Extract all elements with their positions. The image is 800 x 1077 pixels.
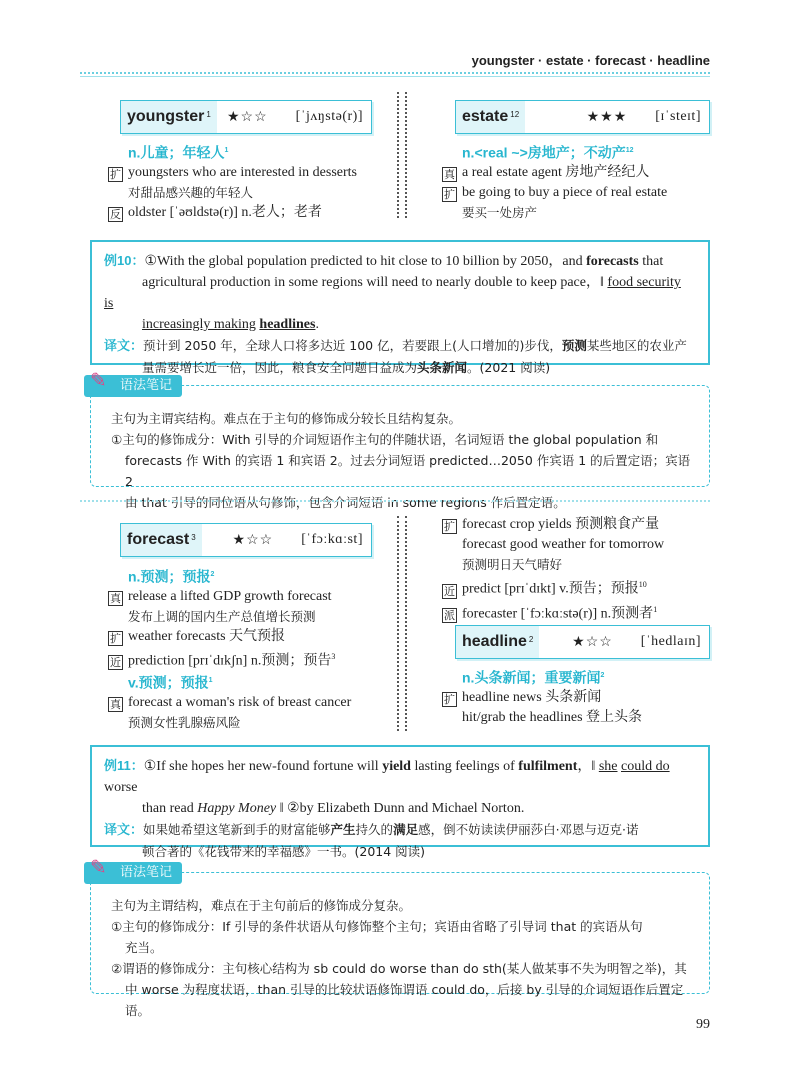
entry-headline-headbox bbox=[455, 625, 710, 659]
example-11-english: 例11：①If she hopes her new-found fortune will yield lasting feelings of fulfilment，‖ she could do worse than read Happy Money ‖ ②by Elizabeth Dunn and Michael Norton. bbox=[104, 758, 670, 816]
page-number: 99 bbox=[696, 1017, 710, 1032]
grammar-line: 充当。 bbox=[125, 940, 163, 955]
grammar-note-tab: ✎ 语法笔记 bbox=[84, 375, 182, 397]
header-divider bbox=[80, 72, 710, 74]
grammar-note-tab: ✎ 语法笔记 bbox=[84, 862, 182, 884]
entry-line: 扩 headline news 头条新闻 bbox=[444, 689, 602, 706]
example-11-translation: 译文：如果她希望这笔新到手的财富能够产生持久的满足感，倒不妨读读伊丽莎白·邓恩与迈克·诺 顿合著的《花钱带来的幸福感》一书。(2014 阅读) bbox=[104, 822, 639, 859]
entry-line: 派 forecaster [ˈfɔːkɑːstə(r)] n.预测者$^1$ bbox=[444, 604, 658, 623]
entry-youngster-headbox bbox=[120, 100, 372, 134]
headword: forecast 3 bbox=[121, 524, 202, 556]
entry-line: 真 a real estate agent 房地产经纪人 bbox=[444, 164, 650, 181]
entry-forecast-body bbox=[108, 565, 398, 733]
entry-line: 扩 forecast crop yields 预测粮食产量 bbox=[444, 517, 660, 533]
pronunciation: [ˈhedlaɪn] bbox=[640, 634, 701, 649]
example-10-english: 例10：①With the global population predicted to hit close to 10 billion by 2050，and forecasts that agricultural production in some regions will need to nearly double to keep pace，‖ food security is increasingly making headlines. bbox=[104, 253, 681, 332]
section-divider bbox=[80, 500, 710, 502]
entry-headline-body bbox=[442, 666, 722, 728]
running-header: youngster · estate · forecast · headline bbox=[471, 53, 710, 68]
grammar-line: ①主句的修饰成分：With 引导的介词短语作主句的伴随状语，名词短语 the global population 和 bbox=[111, 432, 659, 447]
part-of-speech: n.儿童；年轻人$^1$ bbox=[128, 144, 229, 161]
example-10-translation: 译文：预计到 2050 年，全球人口将多达近 100 亿，若要跟上(人口增加的)步伐，预测某些地区的农业产 量需要增长近一倍，因此，粮食安全问题日益成为头条新闻。(2021 阅读) bbox=[104, 338, 687, 375]
pronunciation: [ɪˈsteɪt] bbox=[655, 109, 701, 124]
pen-icon: ✎ bbox=[90, 855, 107, 879]
example-11-box bbox=[90, 745, 710, 859]
grammar-note-2 bbox=[90, 872, 710, 1018]
grammar-line: 中 worse 为程度状语，than 引导的比较状语修饰谓语 could do，后接 by 引导的介词短语作后置定语。 bbox=[125, 982, 684, 1018]
entry-line: 反 oldster [ˈəʊldstə(r)] n.老人；老者 bbox=[110, 204, 322, 221]
part-of-speech: n.头条新闻；重要新闻$^2$ bbox=[462, 669, 605, 686]
pen-icon: ✎ bbox=[90, 368, 107, 392]
star-rating: ★★★ bbox=[586, 109, 628, 125]
entry-line: 真 forecast a woman's risk of breast cancer bbox=[110, 694, 352, 711]
entry-line: 近 prediction [prɪˈdɪkʃn] n.预测；预告$^3$ bbox=[110, 651, 336, 670]
header-divider-thin bbox=[80, 76, 710, 77]
entry-line: hit/grab the headlines 登上头条 bbox=[462, 709, 643, 725]
column-divider bbox=[397, 92, 407, 218]
column-divider bbox=[397, 516, 407, 731]
entry-forecast-continued bbox=[442, 515, 722, 624]
entry-line: 扩 weather forecasts 天气预报 bbox=[110, 628, 286, 645]
entry-line: 扩 youngsters who are interested in desserts bbox=[110, 164, 357, 181]
star-rating: ★☆☆ bbox=[232, 532, 274, 548]
star-rating: ★☆☆ bbox=[572, 634, 613, 650]
part-of-speech: v.预测；预报$^1$ bbox=[128, 674, 213, 691]
grammar-line: ②谓语的修饰成分：主句核心结构为 sb could do worse than do sth(某人做某事不失为明智之举)，其 bbox=[111, 961, 687, 976]
grammar-line: 由 that 引导的同位语从句修饰，包含介词短语 in some regions 作后置定语。 bbox=[125, 495, 566, 510]
entry-line: 要买一处房产 bbox=[462, 204, 538, 220]
entry-youngster-body bbox=[108, 141, 398, 223]
entry-line: 预测女性乳腺癌风险 bbox=[128, 714, 241, 730]
pronunciation: [ˈjʌŋstə(r)] bbox=[295, 109, 363, 124]
entry-line: 预测明日天气晴好 bbox=[462, 557, 563, 572]
entry-line: 对甜品感兴趣的年轻人 bbox=[128, 184, 254, 200]
entry-line: 发布上调的国内生产总值增长预测 bbox=[128, 608, 316, 624]
entry-line: forecast good weather for tomorrow bbox=[462, 537, 665, 552]
headword: youngster 1 bbox=[121, 101, 217, 133]
part-of-speech: n.预测；预报$^2$ bbox=[128, 568, 215, 585]
headword: headline 2 bbox=[456, 626, 539, 658]
entry-line: 扩 be going to buy a piece of real estate bbox=[444, 184, 668, 201]
grammar-line: 主句为主谓结构，难点在于主句前后的修饰成分复杂。 bbox=[111, 898, 412, 913]
part-of-speech: n.<real ~>房地产；不动产$^{12}$ bbox=[462, 144, 634, 161]
entry-line: 近 predict [prɪˈdɪkt] v.预告；预报$^{10}$ bbox=[444, 580, 647, 598]
star-rating: ★☆☆ bbox=[227, 109, 268, 125]
grammar-line: 主句为主谓宾结构。难点在于主句的修饰成分较长且结构复杂。 bbox=[111, 411, 462, 426]
example-10-box bbox=[90, 240, 710, 375]
entry-line: 真 release a lifted GDP growth forecast bbox=[110, 588, 332, 605]
headword: estate 12 bbox=[456, 101, 525, 133]
entry-estate-body bbox=[442, 141, 722, 223]
entry-estate-headbox bbox=[455, 100, 710, 134]
grammar-line: forecasts 作 With 的宾语 1 和宾语 2。过去分词短语 predicted…2050 作宾语 1 的后置定语；宾语 2 bbox=[125, 453, 691, 489]
grammar-line: ①主句的修饰成分：If 引导的条件状语从句修饰整个主句；宾语由省略了引导词 that 的宾语从句 bbox=[111, 919, 643, 934]
entry-forecast-headbox bbox=[120, 523, 372, 557]
pronunciation: [ˈfɔːkɑːst] bbox=[301, 532, 363, 547]
grammar-note-1 bbox=[90, 385, 710, 510]
